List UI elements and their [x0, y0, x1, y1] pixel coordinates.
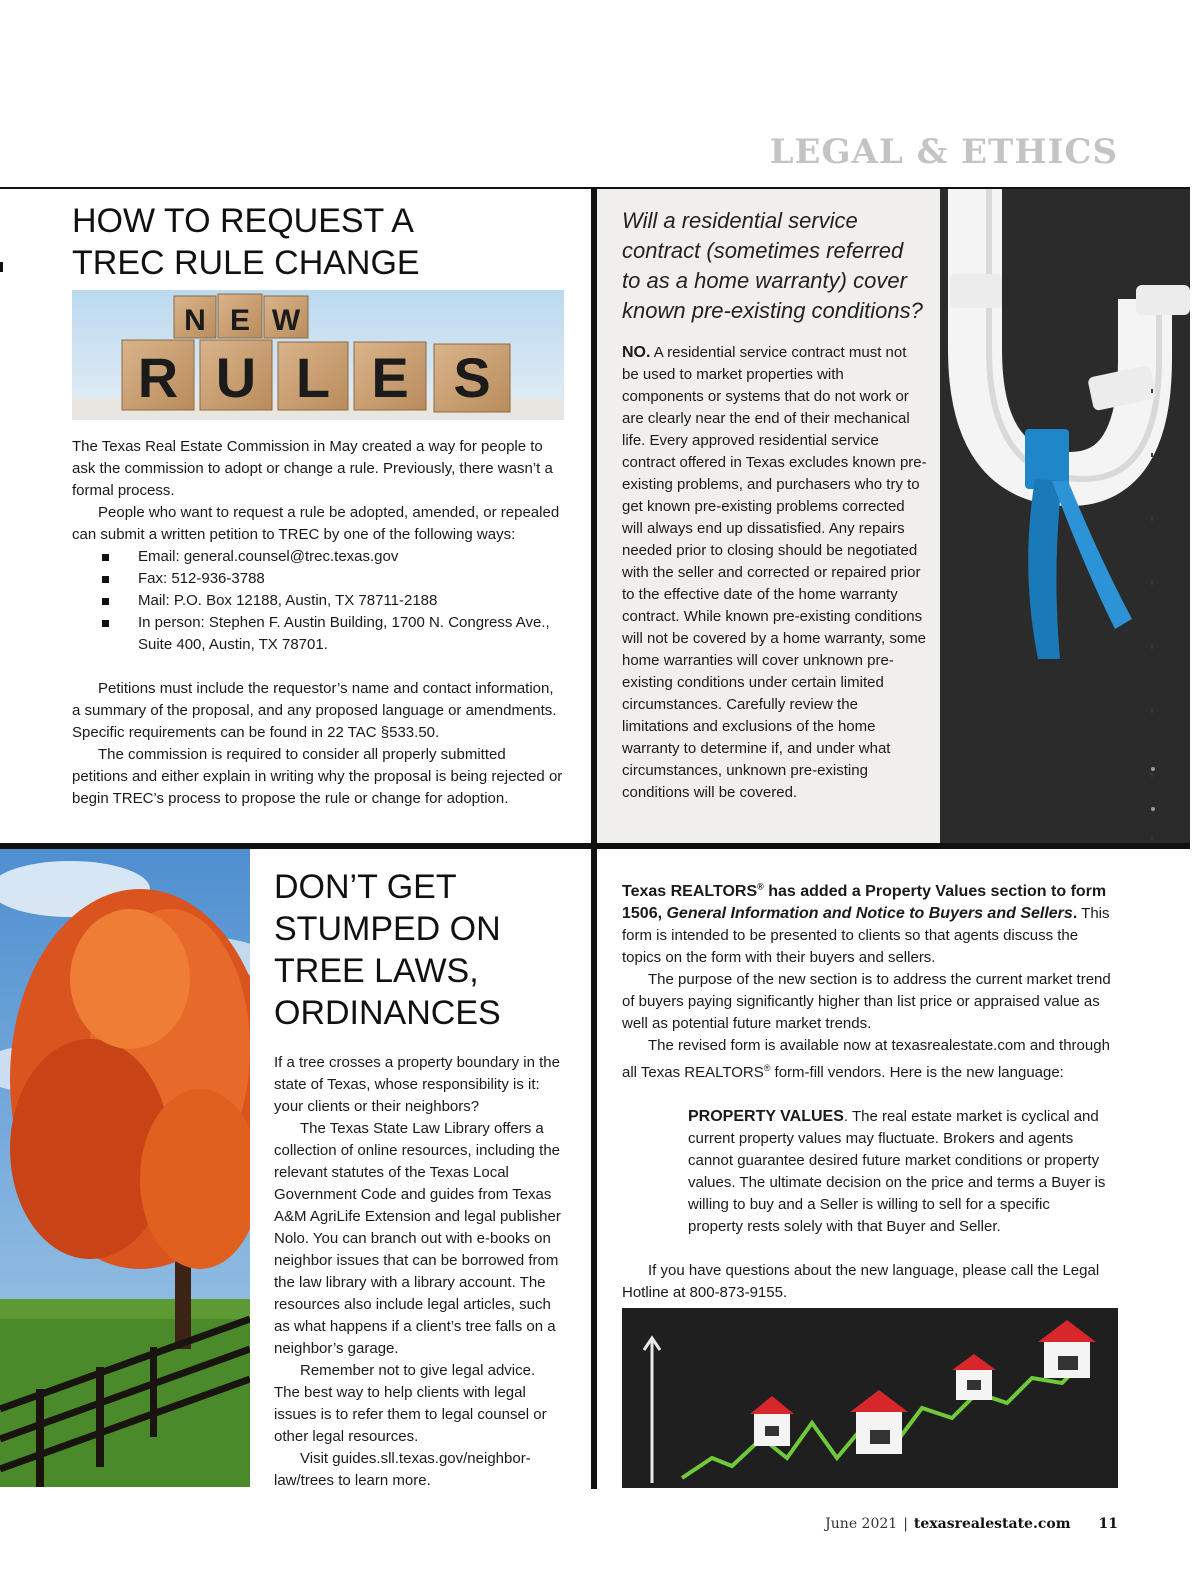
block-letter: W — [271, 304, 301, 337]
warranty-question: Will a residential service contract (sometimes referred to as a home warranty) cover known pre-existing conditions? — [622, 208, 923, 323]
block-letter: S — [453, 346, 491, 409]
rising-houses-illustration — [622, 1308, 1118, 1488]
warranty-answer — [622, 342, 927, 804]
list-item: Fax: 512-936-3788 — [72, 568, 564, 590]
lead-text: . — [1072, 905, 1078, 923]
issue-date: June 2021 — [825, 1516, 898, 1532]
lead-text: has added a Property Values section to form 1506, — [622, 883, 1107, 923]
pipe-scarf-illustration — [940, 189, 1190, 843]
paragraph: The Texas Real Estate Commission in May created a way for people to ask the commission to adopt or change a rule. Previously, there wasn’t a formal process. — [72, 438, 553, 499]
houses-chart-image — [622, 1308, 1118, 1488]
answer-text: A residential service contract must not be used to market properties with components or systems that do not work or are clearly near the end of their mechanical life. Every approved residential service contract offered in Texas excludes known pre-existing problems, and purchasers who try to get known pre-existing problems corrected will always end up dissatisfied. Any repairs needed prior to closing should be negotiated with the seller and corrected or repaired prior to the effective date of the home warranty contract. While known pre-existing conditions will not be covered by a home warranty, some home warranties will cover unknown pre-existing conditions under certain limited circumstances. Carefully review the limitations and exclusions of the home warranty to determine if, and under what circumstances, unknown pre-existing conditions will be covered. — [622, 344, 927, 801]
form-title: General Information and Notice to Buyers and Sellers — [666, 905, 1073, 923]
headline-line: STUMPED ON — [274, 910, 501, 948]
lead-rest: This form is intended to be presented to clients so that agents discuss the topics on the form with their buyers and sellers. — [622, 905, 1110, 967]
paragraph: People who want to request a rule be adopted, amended, or repealed can submit a written petition to TREC by one of the following ways: — [72, 504, 560, 543]
headline-line: TREC RULE CHANGE — [72, 244, 420, 282]
block-letter: L — [295, 346, 331, 409]
submission-methods-list — [72, 546, 564, 656]
paragraph — [622, 876, 1114, 969]
article-trec-rule-change — [72, 200, 564, 284]
paragraph-text: The revised form is available now at texasrealestate.com and through all Texas REALTORS — [622, 1037, 1110, 1082]
paragraph: The purpose of the new section is to address the current market trend of buyers paying significantly higher than list price or appraised value as well as potential future market trends. — [622, 971, 1111, 1033]
lead-text: Texas REALTORS — [622, 883, 758, 901]
article-body — [274, 1052, 564, 1492]
paragraph: If a tree crosses a property boundary in the state of Texas, whose responsibility is it: your clients or their neighbors? — [274, 1054, 560, 1115]
website: texasrealestate.com — [913, 1516, 1071, 1532]
autumn-tree-illustration — [0, 849, 250, 1487]
registered-mark: ® — [757, 882, 764, 892]
vertical-divider-bottom — [591, 849, 597, 1489]
left-edge-mark — [0, 262, 3, 272]
paragraph: Petitions must include the requestor’s name and contact information, a summary of the proposal, and any proposed language or amendments. Specific requirements can be found in 22 TAC §533.50. — [72, 680, 557, 741]
article-headline — [274, 866, 564, 1034]
block-letter: N — [184, 304, 206, 337]
section-label: LEGAL & ETHICS — [769, 132, 1118, 172]
list-item: Mail: P.O. Box 12188, Austin, TX 78711-2188 — [72, 590, 564, 612]
headline-line: HOW TO REQUEST A — [72, 202, 414, 240]
list-item: In person: Stephen F. Austin Building, 1700 N. Congress Ave., Suite 400, Austin, TX 78701. — [72, 612, 564, 656]
quote-text: . The real estate market is cyclical and current property values may fluctuate. Brokers and agents cannot guarantee desired future market conditions or property values. The ultimate decision on the price and terms a Buyer is willing to buy and a Seller is willing to sell for a specific property rests solely with that Buyer and Seller. — [688, 1108, 1106, 1236]
page-number: 11 — [1098, 1516, 1118, 1532]
pipe-image — [940, 189, 1190, 843]
paragraph — [622, 1035, 1114, 1084]
paragraph: Remember not to give legal advice. The best way to help clients with legal issues is to refer them to legal counsel or other legal resources. — [274, 1362, 547, 1445]
quote-lead: PROPERTY VALUES — [688, 1108, 844, 1126]
new-rules-image — [72, 290, 564, 420]
paragraph-text: form-fill vendors. Here is the new language: — [770, 1064, 1064, 1082]
warranty-article — [622, 206, 927, 804]
headline-line: ORDINANCES — [274, 994, 501, 1032]
registered-mark: ® — [763, 1063, 771, 1074]
article-tree-laws — [274, 866, 564, 1034]
tree-image — [0, 849, 250, 1487]
article-headline — [72, 200, 564, 284]
article-body — [72, 436, 564, 810]
headline-line: DON’T GET — [274, 868, 457, 906]
property-values-quote — [622, 1106, 1114, 1238]
block-letter: E — [229, 304, 251, 337]
footer-separator: | — [903, 1516, 908, 1532]
paragraph: Visit guides.sll.texas.gov/neighbor-law/trees to learn more. — [274, 1450, 531, 1489]
paragraph: The Texas State Law Library offers a collection of online resources, including the relevant statutes of the Texas Local Government Code and guides from Texas A&M AgriLife Extension and legal publisher Nolo. You can branch out with e-books on neighbor issues that can be borrowed from the law library with a library account. The resources also include legal articles, such as what happens if a client’s tree falls on a neighbor’s garage. — [274, 1120, 561, 1357]
blocks-illustration — [72, 290, 564, 420]
paragraph: If you have questions about the new language, please call the Legal Hotline at 800-873-9155. — [622, 1262, 1100, 1302]
property-values-article — [622, 876, 1114, 1304]
block-letter: E — [371, 346, 409, 409]
paragraph: The commission is required to consider all properly submitted petitions and either explain in writing why the proposal is being rejected or begin TREC’s process to propose the rule or change for adoption. — [72, 746, 563, 807]
block-letter: R — [137, 346, 179, 409]
answer-lead: NO. — [622, 344, 651, 361]
page-footer — [825, 1516, 1118, 1532]
headline-line: TREE LAWS, — [274, 952, 479, 990]
block-letter: U — [215, 346, 257, 409]
list-item: Email: general.counsel@trec.texas.gov — [72, 546, 564, 568]
